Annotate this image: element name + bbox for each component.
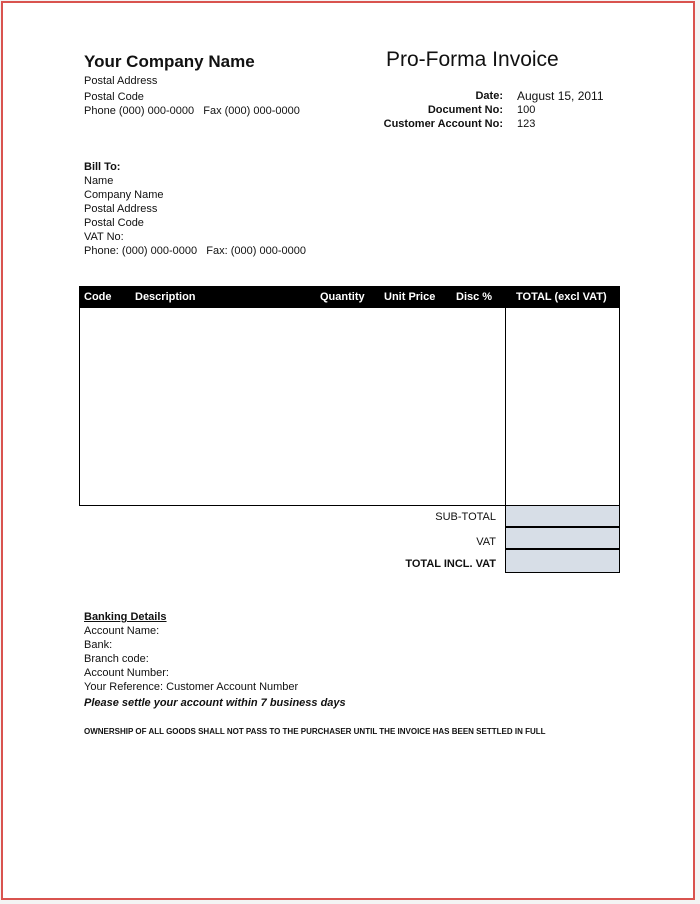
col-code: Code [84,291,112,303]
branch-code: Branch code: [84,653,149,665]
bill-to-postal-code: Postal Code [84,217,144,229]
invoice-title: Pro-Forma Invoice [386,48,559,71]
line-items-table [79,286,620,506]
date-value: August 15, 2011 [517,89,604,103]
company-postal-code: Postal Code [84,91,144,103]
total-column-divider [505,308,506,505]
customer-account-label: Customer Account No: [383,118,503,130]
bill-to-name: Name [84,175,114,187]
vat-label: VAT [476,536,496,548]
document-no-value: 100 [517,104,536,116]
account-name: Account Name: [84,625,160,637]
bill-to-heading: Bill To: [84,161,121,173]
col-unit-price: Unit Price [384,291,436,303]
vat-box [505,527,620,549]
col-quantity: Quantity [320,291,365,303]
table-header [80,287,619,308]
col-disc: Disc % [456,291,493,303]
company-address: Postal Address [84,75,158,87]
col-total: TOTAL (excl VAT) [516,291,607,303]
company-name: Your Company Name [84,52,255,71]
document-no-label: Document No: [427,104,503,116]
your-reference: Your Reference: Customer Account Number [84,681,299,693]
bill-to-vat: VAT No: [84,231,124,243]
total-incl-vat-box [505,549,620,573]
col-description: Description [135,291,196,303]
settlement-note: Please settle your account within 7 business days [84,697,346,709]
banking-heading: Banking Details [84,611,167,623]
ownership-note: OWNERSHIP OF ALL GOODS SHALL NOT PASS TO THE PURCHASER UNTIL THE INVOICE HAS BEEN SETTLED IN FULL [84,727,546,736]
bank: Bank: [84,639,113,651]
total-incl-vat-label: TOTAL INCL. VAT [405,558,496,570]
bill-to-address: Postal Address [84,203,158,215]
account-number: Account Number: [84,667,169,679]
company-contact: Phone (000) 000-0000 Fax (000) 000-0000 [84,105,300,117]
subtotal-label: SUB-TOTAL [435,511,496,523]
bill-to-phone: Phone: (000) 000-0000 Fax: (000) 000-0000 [84,245,306,257]
subtotal-box [505,505,620,527]
bill-to-company: Company Name [84,189,164,201]
customer-account-value: 123 [517,118,536,130]
date-label: Date: [475,90,503,102]
